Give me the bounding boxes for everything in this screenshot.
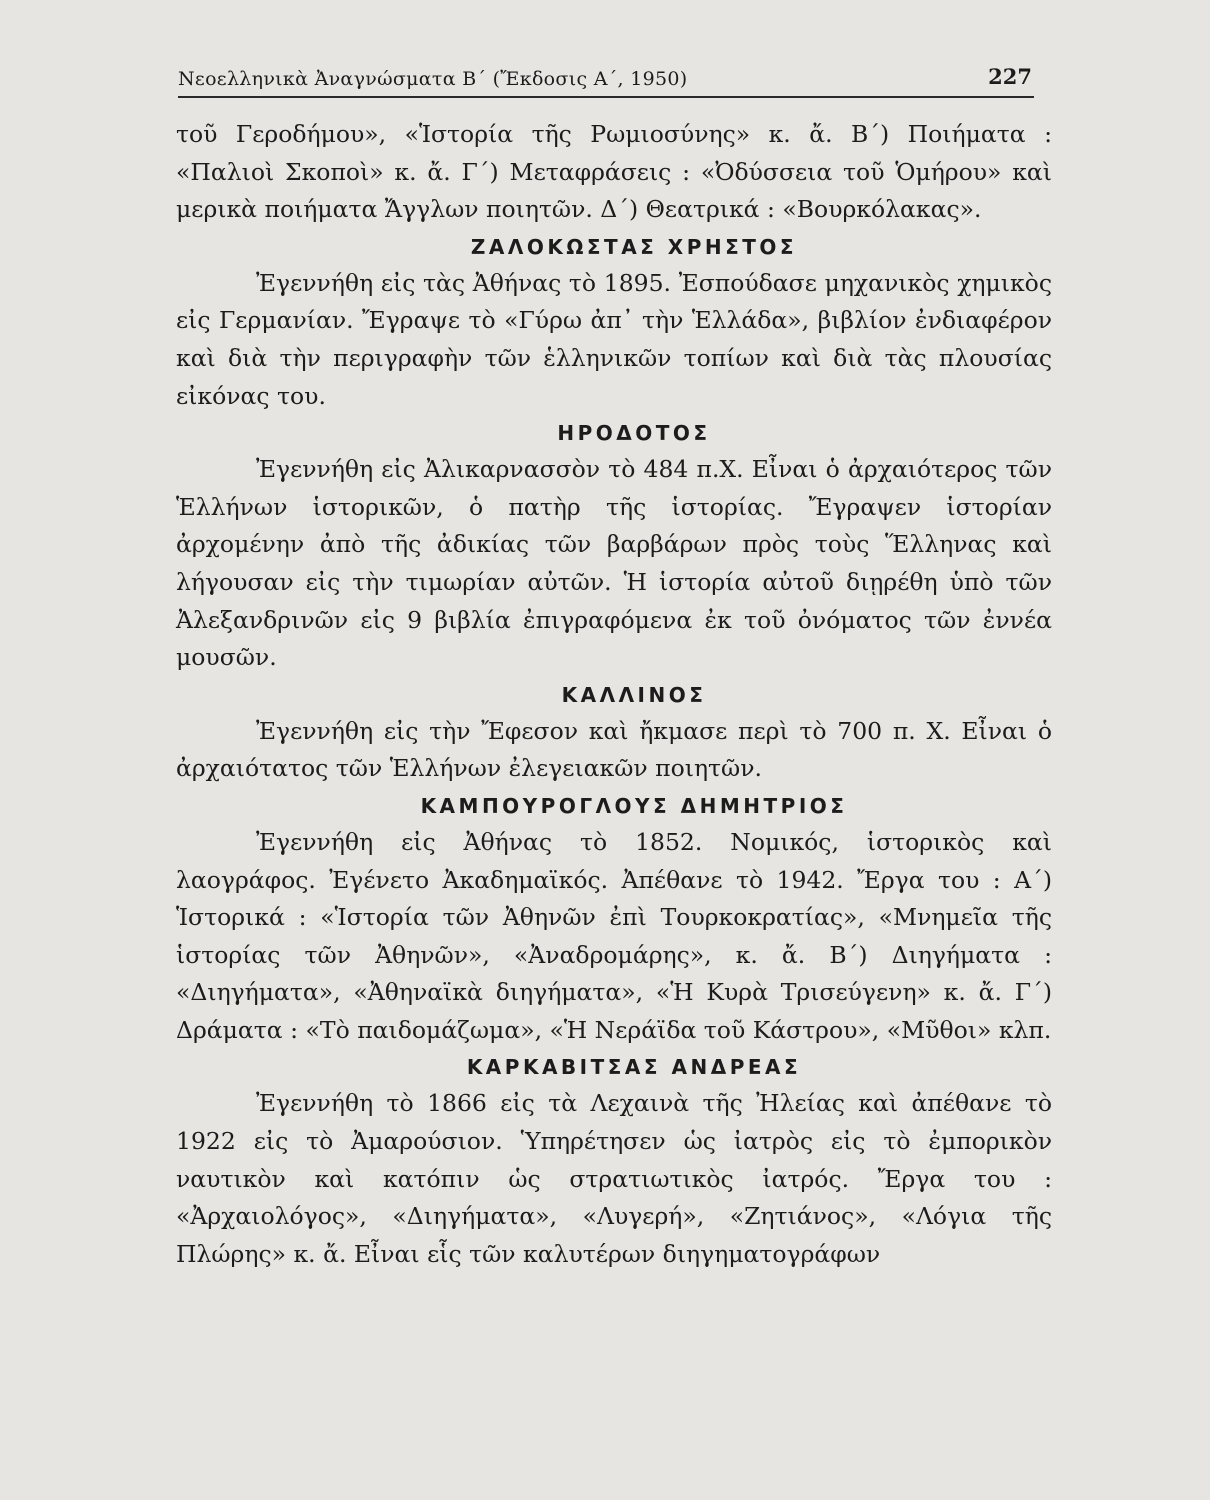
entry-text: Ἐγεννήθη τὸ 1866 εἰς τὰ Λεχαινὰ τῆς Ἠλείας καὶ ἀπέθανε τὸ 1922 εἰς τὸ Ἀμαρούσιον. Ὑπηρέτησεν ὡς ἰατρὸς εἰς τὸ ἐμπορικὸν ναυτικὸν καὶ κατόπιν ὡς στρατιωτικὸς ἰατρός. Ἔργα του : «Ἀρχαιολόγος», «Διηγήματα», «Λυγερή», «Ζητιάνος», «Λόγια τῆς Πλώρης» κ. ἄ. Εἶναι εἷς τῶν καλυτέρων διηγηματογράφων bbox=[176, 1089, 1052, 1268]
entry-heading: ΚΑΜΠΟΥΡΟΓΛΟΥΣ ΔΗΜΗΤΡΙΟΣ bbox=[420, 793, 848, 818]
entry-heading: ΖΑΛΟΚΩΣΤΑΣ ΧΡΗΣΤΟΣ bbox=[470, 234, 798, 259]
entry-text: Ἐγεννήθη εἰς τὴν Ἔφεσον καὶ ἤκμασε περὶ τὸ 700 π. Χ. Εἶναι ὁ ἀρχαιότατος τῶν Ἑλλήνων ἐλεγειακῶν ποιητῶν. bbox=[176, 716, 1052, 783]
entry-text: τοῦ Γεροδήμου», «Ἱστορία τῆς Ρωμιοσύνης» κ. ἄ. Β´) Ποιήματα : «Παλιοὶ Σκοποὶ» κ. ἄ. Γ´) Μεταφράσεις : «Ὀδύσσεια τοῦ Ὁμήρου» καὶ μερικὰ ποιήματα Ἄγγλων ποιητῶν. Δ´) Θεατρικά : «Βουρκόλακας». bbox=[176, 120, 1052, 224]
entry-heading: ΚΑΡΚΑΒΙΤΣΑΣ ΑΝΔΡΕΑΣ bbox=[466, 1055, 802, 1080]
page-number: 227 bbox=[988, 64, 1032, 89]
entry-text: Ἐγεννήθη εἰς Ἀθήνας τὸ 1852. Νομικός, ἱστορικὸς καὶ λαογράφος. Ἐγένετο Ἀκαδημαϊκός. Ἀπέθανε τὸ 1942. Ἔργα του : Α´) Ἱστορικά : «Ἱστορία τῶν Ἀθηνῶν ἐπὶ Τουρκοκρατίας», «Μνημεῖα τῆς ἱστορίας τῶν Ἀθηνῶν», «Ἀναδρομάρης», κ. ἄ. Β´) Διηγήματα : «Διηγήματα», «Ἀθηναϊκὰ διηγήματα», «Ἡ Κυρὰ Τρισεύγενη» κ. ἄ. Γ´) Δράματα : «Τὸ παιδομάζωμα», «Ἡ Νεράϊδα τοῦ Κάστρου», «Μῦθοι» κλπ. bbox=[176, 827, 1052, 1044]
entry-heading: ΗΡΟΔΟΤΟΣ bbox=[557, 421, 711, 446]
running-header bbox=[178, 62, 1034, 98]
entry-text: Ἐγεννήθη εἰς Ἀλικαρνασσὸν τὸ 484 π.Χ. Εἶναι ὁ ἀρχαιότερος τῶν Ἑλλήνων ἱστορικῶν, ὁ πατὴρ τῆς ἱστορίας. Ἔγραψεν ἱστορίαν ἀρχομένην ἀπὸ τῆς ἀδικίας τῶν βαρβάρων πρὸς τοὺς Ἕλληνας καὶ λήγουσαν εἰς τὴν τιμωρίαν αὐτῶν. Ἡ ἱστορία αὐτοῦ διῃρέθη ὑπὸ τῶν Ἀλεξανδρινῶν εἰς 9 βιβλία ἐπιγραφόμενα ἐκ τοῦ ὀνόματος τῶν ἐννέα μουσῶν. bbox=[176, 455, 1052, 672]
entry-text: Ἐγεννήθη εἰς τὰς Ἀθήνας τὸ 1895. Ἐσπούδασε μηχανικὸς χημικὸς εἰς Γερμανίαν. Ἔγραψε τὸ «Γύρω ἀπ᾽ τὴν Ἑλλάδα», βιβλίον ἐνδιαφέρον καὶ διὰ τὴν περιγραφὴν τῶν ἑλληνικῶν τοπίων καὶ διὰ τὰς πλουσίας εἰκόνας του. bbox=[176, 268, 1052, 410]
header-title: Νεοελληνικὰ Ἀναγνώσματα Β´ (Ἔκδοσις Α´, 1950) bbox=[178, 68, 688, 90]
entry-heading: ΚΑΛΛΙΝΟΣ bbox=[561, 682, 707, 707]
page-body bbox=[176, 116, 1052, 1273]
